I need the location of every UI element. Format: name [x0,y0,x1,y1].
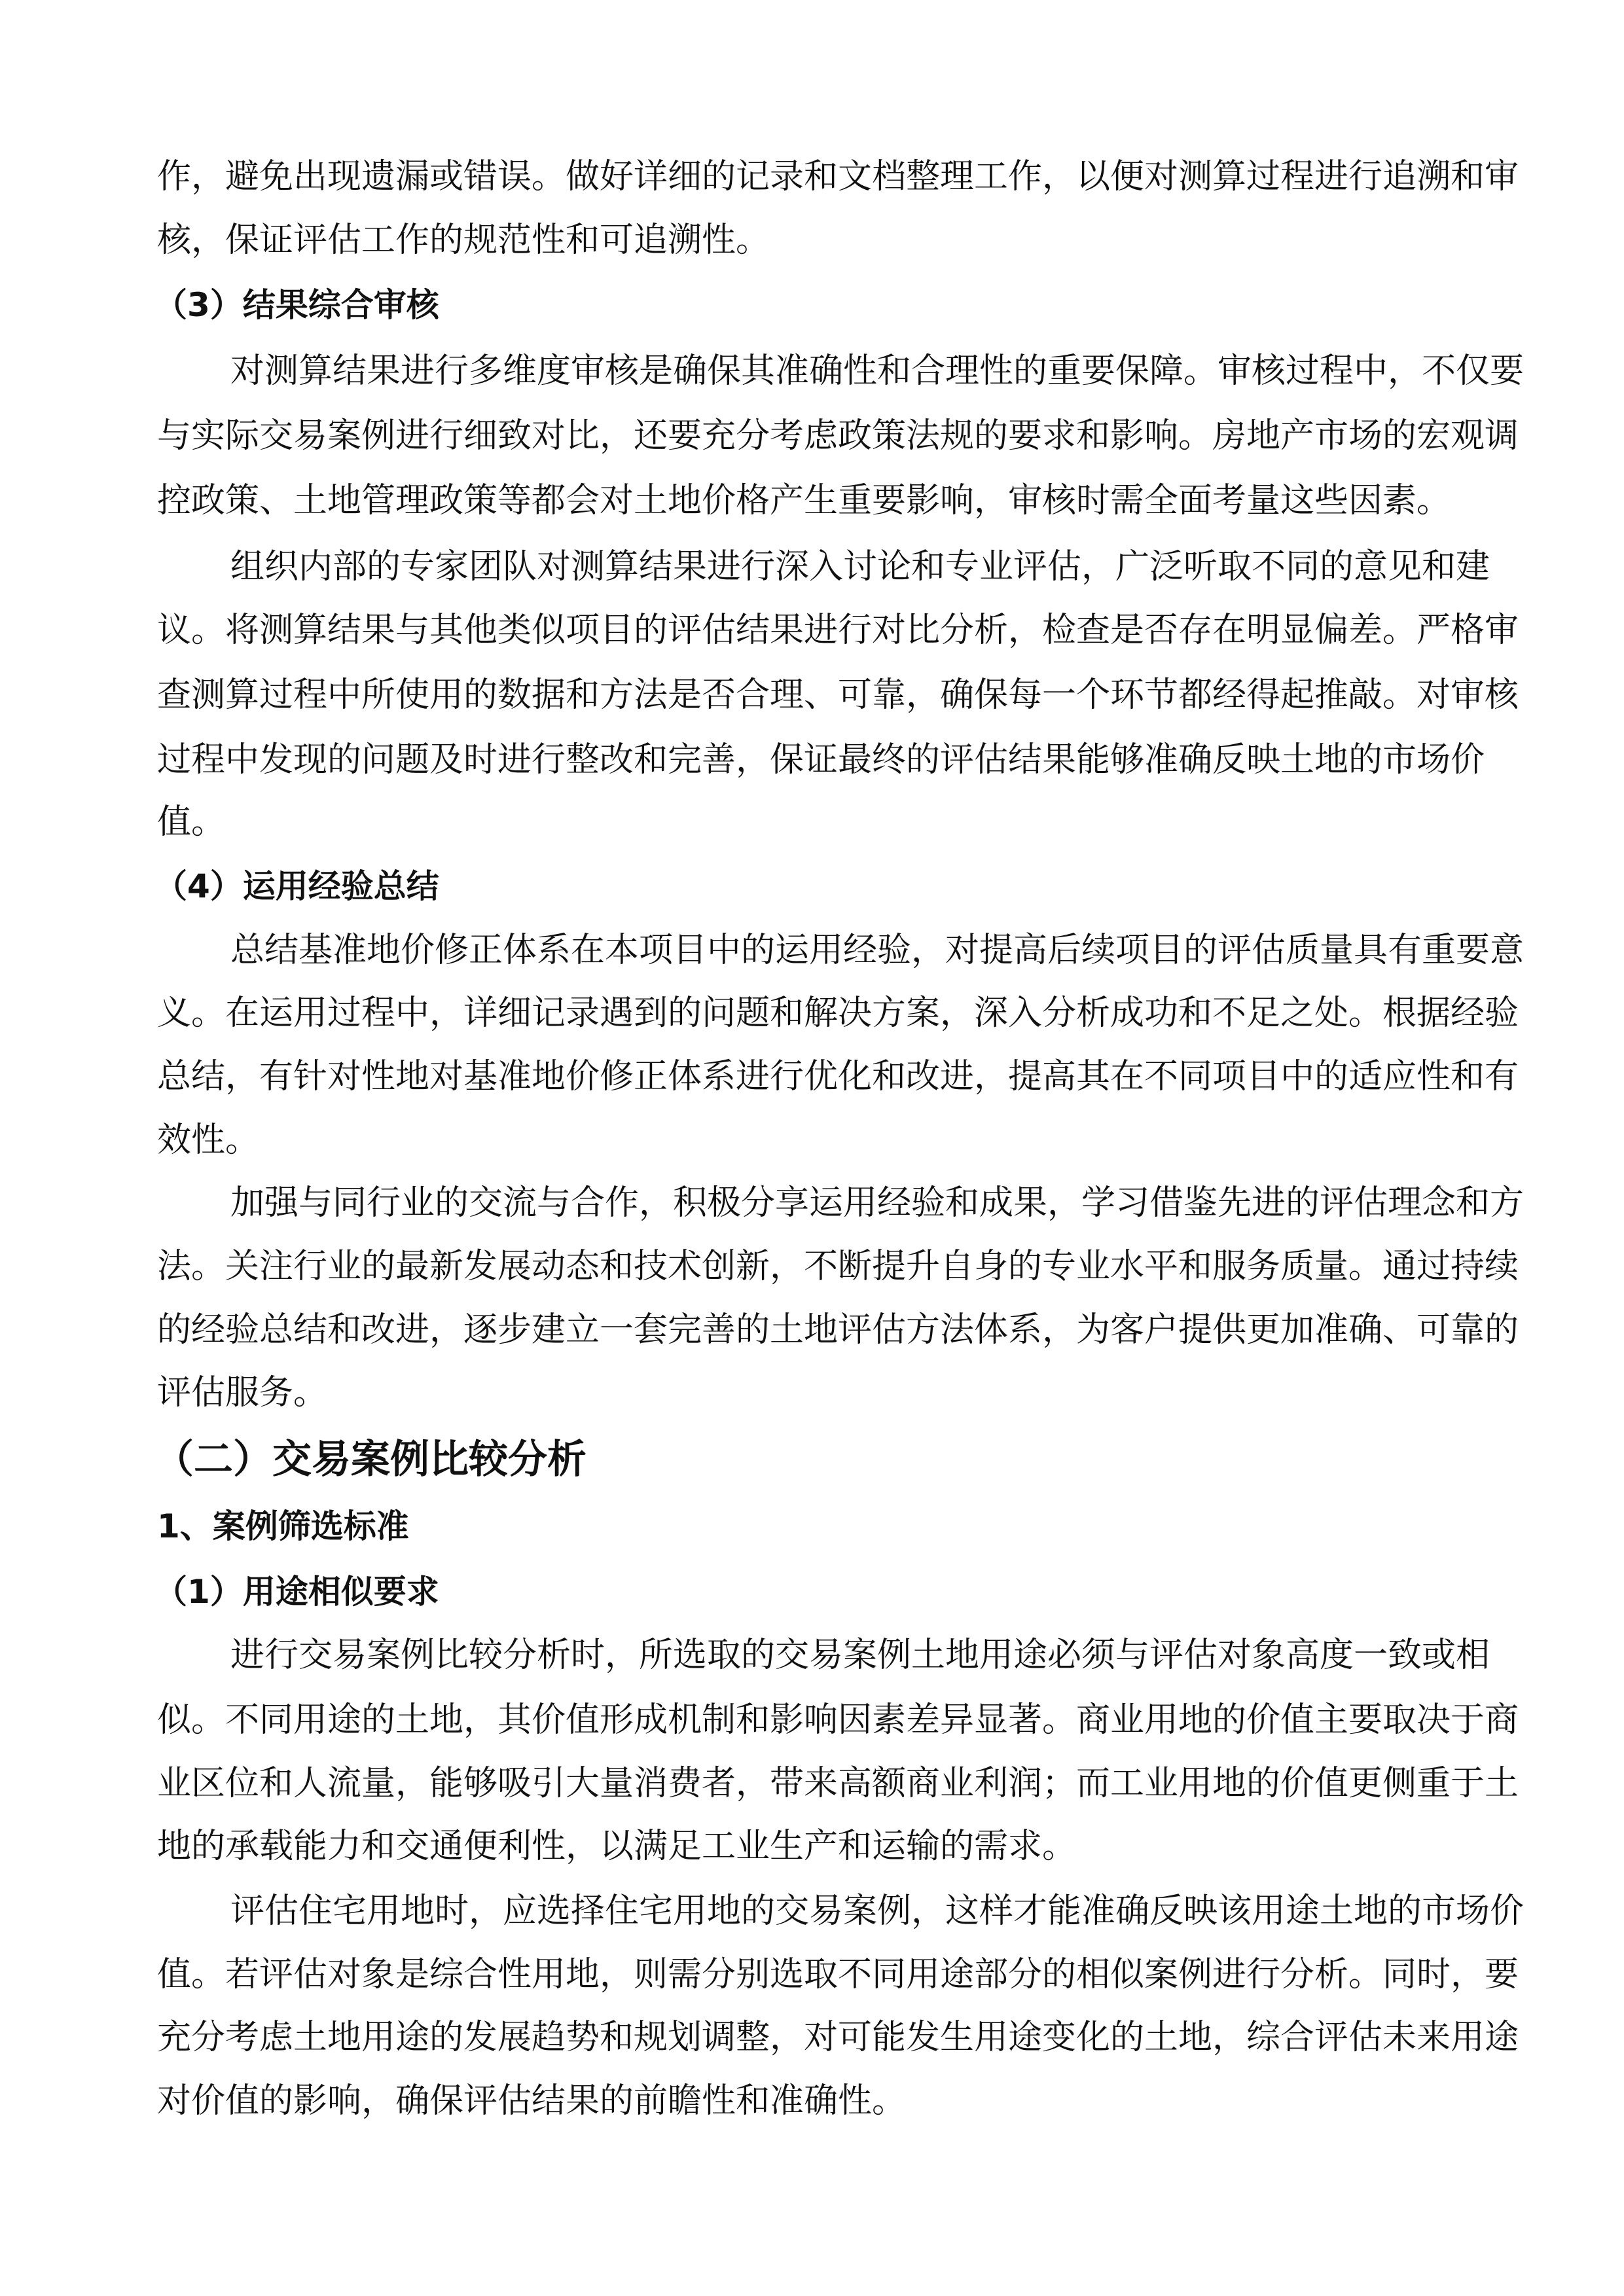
subsection-heading: （3）结果综合审核 [154,286,439,324]
paragraph-line: 作，避免出现遗漏或错误。做好详细的记录和文档整理工作，以便对测算过程进行追溯和审 [157,157,1519,196]
paragraph-line: 效性。 [157,1121,260,1160]
numbered-heading: 1、案例筛选标准 [157,1507,409,1545]
paragraph-line: 似。不同用途的土地，其价值形成机制和影响因素差异显著。商业用地的价值主要取决于商 [157,1700,1519,1740]
paragraph-line: 控政策、土地管理政策等都会对土地价格产生重要影响，审核时需全面考量这些因素。 [157,481,1451,520]
paragraph-line: 核，保证评估工作的规范性和可追溯性。 [157,221,770,260]
paragraph-line: 值。 [157,802,226,842]
paragraph-line: 法。关注行业的最新发展动态和技术创新，不断提升自身的专业水平和服务质量。通过持续 [157,1247,1519,1286]
paragraph-line: 进行交易案例比较分析时，所选取的交易案例土地用途必须与评估对象高度一致或相 [230,1636,1490,1675]
paragraph-line: 评估服务。 [157,1373,328,1412]
paragraph-line: 组织内部的专家团队对测算结果进行深入讨论和专业评估，广泛听取不同的意见和建 [230,547,1490,586]
paragraph-line: 的经验总结和改进，逐步建立一套完善的土地评估方法体系，为客户提供更加准确、可靠的 [157,1310,1519,1350]
section-heading: （二）交易案例比较分析 [154,1437,586,1482]
paragraph-line: 业区位和人流量，能够吸引大量消费者，带来高额商业利润；而工业用地的价值更侧重于土 [157,1764,1519,1803]
paragraph-line: 值。若评估对象是综合性用地，则需分别选取不同用途部分的相似案例进行分析。同时，要 [157,1955,1519,1994]
paragraph-line: 对测算结果进行多维度审核是确保其准确性和合理性的重要保障。审核过程中，不仅要 [230,351,1525,391]
subsection-heading: （4）运用经验总结 [154,867,439,905]
paragraph-line: 过程中发现的问题及时进行整改和完善，保证最终的评估结果能够准确反映土地的市场价 [157,740,1485,780]
paragraph-line: 充分考虑土地用途的发展趋势和规划调整，对可能发生用途变化的土地，综合评估未来用途 [157,2018,1519,2057]
paragraph-line: 总结，有针对性地对基准地价修正体系进行优化和改进，提高其在不同项目中的适应性和有 [157,1057,1519,1096]
paragraph-line: 地的承载能力和交通便利性，以满足工业生产和运输的需求。 [157,1827,1077,1866]
paragraph-line: 对价值的影响，确保评估结果的前瞻性和准确性。 [157,2081,907,2121]
paragraph-line: 义。在运用过程中，详细记录遇到的问题和解决方案，深入分析成功和不足之处。根据经验 [157,994,1519,1033]
paragraph-line: 议。将测算结果与其他类似项目的评估结果进行对比分析，检查是否存在明显偏差。严格审 [157,611,1519,650]
paragraph-line: 与实际交易案例进行细致对比，还要充分考虑政策法规的要求和影响。房地产市场的宏观调 [157,416,1519,456]
subsection-heading: （1）用途相似要求 [154,1573,439,1611]
paragraph-line: 评估住宅用地时，应选择住宅用地的交易案例，这样才能准确反映该用途土地的市场价 [230,1892,1525,1931]
paragraph-line: 查测算过程中所使用的数据和方法是否合理、可靠，确保每一个环节都经得起推敲。对审核 [157,675,1519,715]
paragraph-line: 加强与同行业的交流与合作，积极分享运用经验和成果，学习借鉴先进的评估理念和方 [230,1183,1525,1223]
paragraph-line: 总结基准地价修正体系在本项目中的运用经验，对提高后续项目的评估质量具有重要意 [230,931,1525,970]
